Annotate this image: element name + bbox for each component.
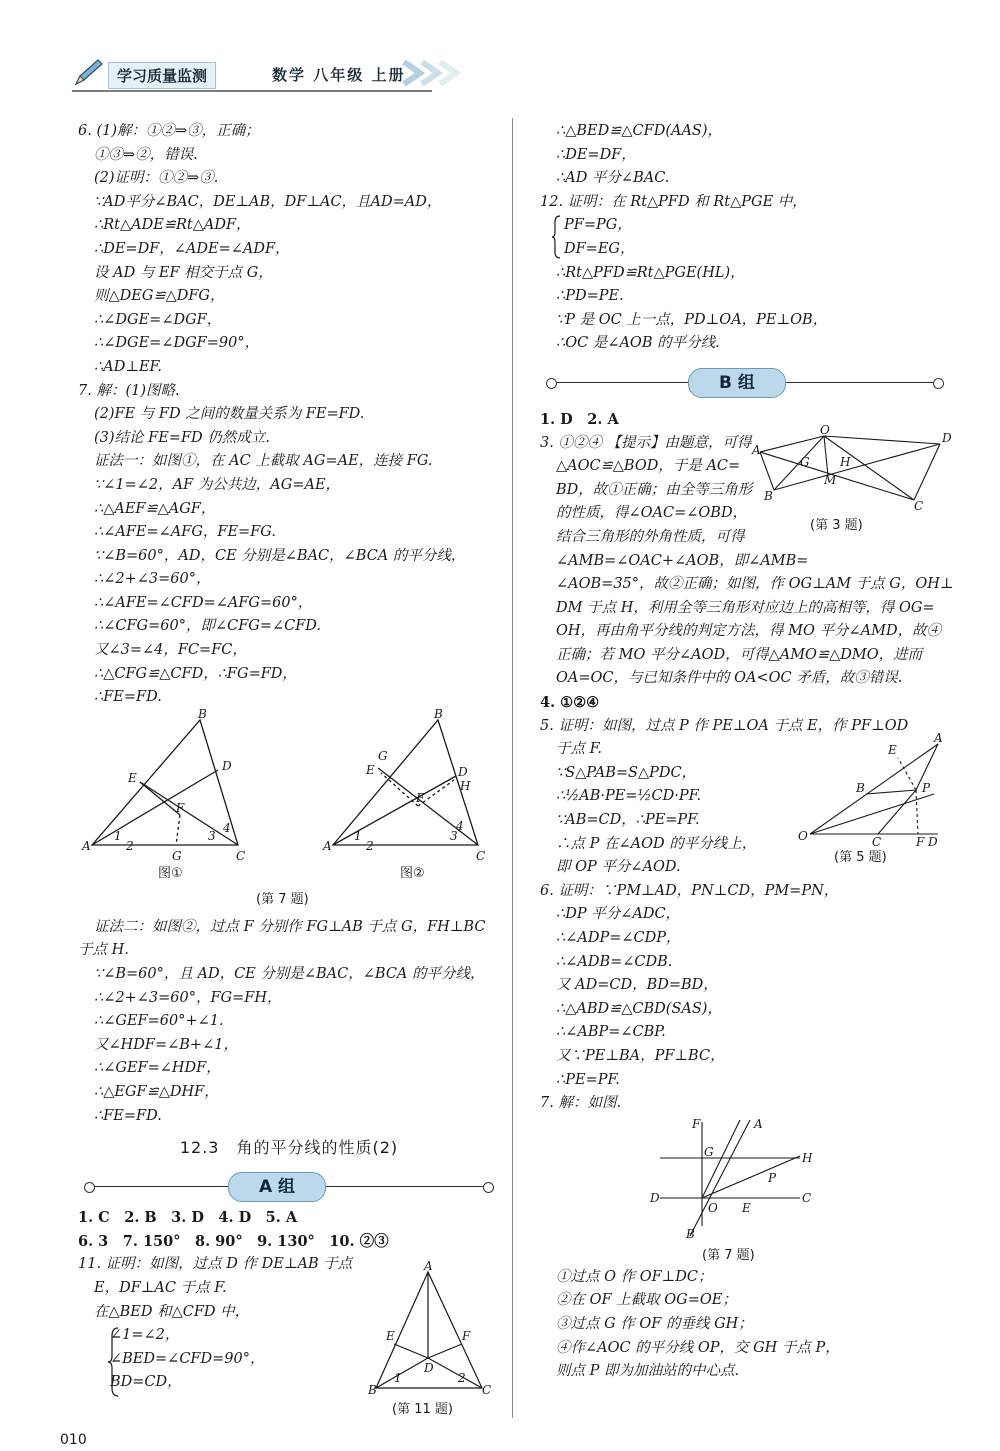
text-line: (2)证明：①②⇒③. bbox=[94, 170, 219, 187]
figure-7b-caption: (第 7 题) bbox=[702, 1247, 755, 1263]
banner-dot bbox=[933, 378, 944, 389]
text-line: ∴PE=PF. bbox=[556, 1071, 620, 1088]
text-line: ∴∠ADB=∠CDB. bbox=[556, 953, 673, 970]
svg-text:D: D bbox=[650, 1190, 660, 1205]
text-line: ∵∠1=∠2，AF 为公共边，AG=AE， bbox=[94, 476, 341, 493]
text-line: 于点 F. bbox=[556, 741, 603, 758]
section-title: 12.3 角的平分线的性质(2) bbox=[179, 1138, 399, 1158]
text-line: 1. C 2. B 3. D 4. D 5. A bbox=[78, 1209, 298, 1227]
text-line: ①③⇒②，错误. bbox=[94, 146, 198, 163]
svg-text:F: F bbox=[692, 1116, 701, 1131]
svg-text:O: O bbox=[708, 1200, 718, 1215]
svg-text:C: C bbox=[914, 498, 924, 513]
svg-text:1: 1 bbox=[114, 828, 122, 843]
text-line: ∴AD 平分∠BAC. bbox=[556, 170, 670, 187]
text-line: ∴△AEF≌△AGF， bbox=[94, 500, 216, 517]
text-line: ∴∠DGE=∠DGF=90°， bbox=[94, 335, 260, 352]
group-b-banner bbox=[540, 364, 950, 402]
figure-7-caption: (第 7 题) bbox=[256, 891, 309, 907]
text-line: ∴OC 是∠AOB 的平分线. bbox=[556, 335, 720, 352]
text-line: 7. 解：如图. bbox=[540, 1095, 622, 1112]
svg-text:D: D bbox=[458, 764, 468, 779]
svg-text:4: 4 bbox=[223, 820, 231, 835]
svg-text:G: G bbox=[800, 454, 810, 469]
brace-icon bbox=[552, 214, 562, 260]
group-b-answers bbox=[540, 408, 954, 1116]
svg-text:A: A bbox=[424, 1259, 433, 1274]
text-line: E，DF⊥AC 于点 F. bbox=[94, 1279, 227, 1296]
svg-text:D: D bbox=[222, 758, 232, 773]
text-line: ∴∠AFE=∠CFD=∠AFG=60°， bbox=[94, 594, 313, 611]
figure-5-svg bbox=[798, 730, 948, 849]
text-line: 3. ①②④ 【提示】由题意，可得 bbox=[540, 434, 752, 451]
banner-dot bbox=[84, 1182, 95, 1193]
svg-text:3: 3 bbox=[208, 828, 216, 843]
text-line: ∴△EGF≌△DHF， bbox=[94, 1084, 219, 1100]
text-line: 的性质，得∠OAC=∠OBD， bbox=[556, 505, 748, 522]
header-subtitle: 数学 八年级 上册 bbox=[272, 66, 406, 84]
svg-text:B: B bbox=[198, 706, 207, 721]
text-line: 6. 证明：∵PM⊥AD，PN⊥CD，PM=PN， bbox=[540, 882, 839, 899]
text-line: 正确；若 MO 平分∠AOD，可得△AMO≌△DMO，进而 bbox=[556, 646, 923, 663]
svg-text:D: D bbox=[928, 834, 938, 849]
text-line: ∵∠B=60°，且 AD，CE 分别是∠BAC，∠BCA 的平分线， bbox=[94, 966, 485, 983]
text-line: ∴∠CFG=60°，即∠CFG=∠CFD. bbox=[94, 618, 322, 635]
text-line: ∠BED=∠CFD=90°， bbox=[110, 1350, 265, 1367]
figure-11 bbox=[368, 1259, 498, 1418]
text-line: DM 于点 H，利用全等三角形对应边上的高相等，得 OG= bbox=[556, 599, 935, 616]
text-line: ∴DP 平分∠ADC， bbox=[556, 906, 681, 923]
svg-text:A: A bbox=[754, 1116, 763, 1131]
text-line: ∴∠GEF=60°+∠1. bbox=[94, 1013, 224, 1030]
text-line: BD，故①正确；由全等三角形 bbox=[556, 481, 753, 498]
text-line: 于点 H. bbox=[78, 942, 129, 959]
svg-text:A: A bbox=[82, 838, 91, 853]
figure-5-caption: (第 5 题) bbox=[834, 849, 887, 865]
right-column bbox=[540, 120, 954, 1384]
text-line: ∴PD=PE. bbox=[556, 288, 624, 305]
text-line: ∴∠2+∠3=60°， bbox=[94, 571, 211, 588]
svg-text:4: 4 bbox=[456, 818, 464, 833]
text-line: 则点 P 即为加油站的中心点. bbox=[556, 1363, 740, 1380]
svg-text:G: G bbox=[378, 748, 388, 763]
svg-text:F: F bbox=[176, 800, 185, 815]
svg-text:C: C bbox=[476, 848, 486, 863]
svg-text:A: A bbox=[752, 442, 761, 457]
text-line: ∠1=∠2， bbox=[110, 1327, 180, 1344]
text-line: ∵∠B=60°，AD，CE 分别是∠BAC，∠BCA 的平分线， bbox=[94, 547, 466, 564]
q7-steps bbox=[540, 1266, 950, 1384]
svg-text:3: 3 bbox=[450, 828, 458, 843]
figure-3-caption: (第 3 题) bbox=[810, 517, 863, 533]
text-line: ∴DE=DF，∠ADE=∠ADF， bbox=[94, 240, 290, 257]
figure-11-svg bbox=[368, 1259, 498, 1398]
text-line: ∴DE=DF， bbox=[556, 146, 636, 163]
text-line: 6. (1)解：①②⇒③，正确； bbox=[78, 123, 260, 139]
svg-text:D: D bbox=[942, 430, 952, 445]
text-line: ∠AOB=35°，故②正确；如图，作 OG⊥AM 于点 G，OH⊥ bbox=[556, 576, 954, 593]
figure-11-caption: (第 11 题) bbox=[392, 1402, 453, 1418]
text-line: ∵AD平分∠BAC，DE⊥AB，DF⊥AC，且AD=AD， bbox=[94, 193, 442, 210]
svg-text:G: G bbox=[704, 1144, 714, 1159]
svg-text:C: C bbox=[802, 1190, 812, 1205]
svg-text:M: M bbox=[824, 472, 837, 487]
svg-text:E: E bbox=[742, 1200, 751, 1215]
text-line: ∴∠AFE=∠AFG，FE=FG. bbox=[94, 524, 276, 541]
svg-text:1: 1 bbox=[354, 828, 362, 843]
text-line: ∴∠ABP=∠CBP. bbox=[556, 1024, 666, 1041]
svg-text:O: O bbox=[820, 422, 830, 437]
text-line: 6. 3 7. 150° 8. 90° 9. 130° 10. ②③ bbox=[78, 1232, 389, 1250]
text-line: 即 OP 平分∠AOD. bbox=[556, 859, 681, 876]
column-divider bbox=[512, 118, 513, 1418]
svg-text:C: C bbox=[872, 834, 882, 849]
text-line: (2)FE 与 FD 之间的数量关系为 FE=FD. bbox=[94, 406, 365, 423]
header-title: 学习质量监测 bbox=[108, 62, 216, 89]
group-b-label: B 组 bbox=[688, 368, 786, 398]
text-line: 4. ①②④ bbox=[540, 694, 600, 712]
text-line: 设 AD 与 EF 相交于点 G， bbox=[94, 264, 273, 281]
svg-text:2: 2 bbox=[366, 838, 374, 853]
page-header bbox=[72, 58, 472, 90]
text-line: ∴△BED≌△CFD(AAS)， bbox=[556, 123, 723, 139]
text-line: 证法一：如图①，在 AC 上截取 AG=AE，连接 FG. bbox=[94, 453, 433, 470]
text-line: ①过点 O 作 OF⊥DC； bbox=[556, 1268, 713, 1285]
svg-text:C: C bbox=[482, 1383, 492, 1398]
page-number: 010 bbox=[60, 1432, 87, 1448]
text-line: ③过点 G 作 OF 的垂线 GH； bbox=[556, 1315, 753, 1332]
text-line: ∴∠2+∠3=60°，FG=FH， bbox=[94, 989, 282, 1006]
figure-7b-svg bbox=[650, 1116, 830, 1242]
text-line: ∴AD⊥EF. bbox=[94, 358, 162, 375]
text-line: ∴△ABD≌△CBD(SAS)， bbox=[556, 1000, 722, 1017]
text-line: ∴Rt△ADE≌Rt△ADF， bbox=[94, 217, 251, 234]
pencil-icon bbox=[72, 58, 106, 88]
text-line: 结合三角形的外角性质，可得 bbox=[556, 528, 745, 545]
text-line: OA=OC，与已知条件中的 OA<OC 矛盾，故③错误. bbox=[556, 670, 903, 687]
text-line: ∵P 是 OC 上一点，PD⊥OA，PE⊥OB， bbox=[556, 311, 828, 328]
text-line: 又∵PE⊥BA，PF⊥BC， bbox=[556, 1047, 725, 1064]
svg-text:A: A bbox=[323, 838, 332, 853]
text-line: 证法二：如图②，过点 F 分别作 FG⊥AB 于点 G，FH⊥BC bbox=[94, 918, 486, 935]
svg-text:H: H bbox=[802, 1150, 813, 1165]
banner-dot bbox=[546, 378, 557, 389]
svg-text:B: B bbox=[856, 780, 865, 795]
svg-text:G: G bbox=[172, 848, 182, 863]
svg-text:B: B bbox=[434, 706, 443, 721]
svg-text:E: E bbox=[366, 762, 375, 777]
banner-dot bbox=[483, 1182, 494, 1193]
figure-5 bbox=[798, 730, 948, 865]
svg-text:E: E bbox=[888, 742, 897, 757]
text-line: 则△DEG≌△DFG， bbox=[94, 288, 225, 305]
svg-text:E: E bbox=[386, 1329, 395, 1344]
text-line: 7. 解：(1)图略. bbox=[78, 382, 180, 399]
figure-7 bbox=[78, 706, 500, 916]
q11-q12-solution bbox=[540, 120, 950, 356]
svg-text:H: H bbox=[840, 454, 851, 469]
figure-3-svg bbox=[752, 422, 954, 513]
text-line: OH，再由角平分线的判定方法，得 MO 平分∠AMD，故④ bbox=[556, 623, 942, 640]
figure-3 bbox=[752, 422, 954, 533]
text-line: 在△BED 和△CFD 中， bbox=[94, 1303, 250, 1320]
text-line: 12. 证明：在 Rt△PFD 和 Rt△PGE 中， bbox=[540, 193, 807, 210]
text-line: 又∠3=∠4，FC=FC， bbox=[94, 642, 247, 659]
group-a-label: A 组 bbox=[228, 1172, 326, 1202]
svg-text:B: B bbox=[764, 488, 773, 503]
text-line: ∴FE=FD. bbox=[94, 1107, 162, 1124]
svg-text:F: F bbox=[462, 1329, 471, 1344]
svg-text:B: B bbox=[368, 1383, 377, 1398]
text-line: 5. 证明：如图，过点 P 作 PE⊥OA 于点 E，作 PF⊥OD bbox=[540, 717, 909, 734]
text-line: ∴∠DGE=∠DGF， bbox=[94, 311, 222, 328]
text-line: (3)结论 FE=FD 仍然成立. bbox=[94, 429, 270, 446]
chevrons-icon bbox=[400, 58, 470, 88]
text-line: ∴½AB·PE=½CD·PF. bbox=[556, 788, 702, 805]
group-a-answers bbox=[78, 1206, 500, 1418]
figure-7-svg bbox=[78, 706, 500, 916]
svg-text:O: O bbox=[798, 828, 808, 843]
text-line: DF=EG， bbox=[564, 240, 635, 257]
group-a-banner bbox=[78, 1168, 500, 1206]
text-line: ∴点 P 在∠AOD 的平分线上， bbox=[556, 835, 757, 852]
svg-text:F: F bbox=[416, 790, 425, 805]
svg-text:2: 2 bbox=[458, 1371, 466, 1386]
text-line: ∵S△PAB=S△PDC， bbox=[556, 764, 697, 781]
text-line: ∴△CFG≌△CFD，∴FG=FD， bbox=[94, 665, 297, 682]
brace-icon bbox=[108, 1326, 120, 1398]
q6-q7-solution bbox=[78, 120, 500, 710]
text-line: 1. D 2. A bbox=[540, 410, 619, 428]
svg-text:P: P bbox=[922, 780, 931, 795]
figure-7-caption-right: 图② bbox=[400, 865, 425, 881]
text-line: BD=CD， bbox=[110, 1374, 182, 1391]
svg-text:C: C bbox=[236, 848, 246, 863]
svg-text:1: 1 bbox=[394, 1371, 402, 1386]
text-line: ∵AB=CD，∴PE=PF. bbox=[556, 812, 700, 829]
text-line: ∴FE=FD. bbox=[94, 689, 162, 706]
figure-7b bbox=[650, 1116, 830, 1266]
text-line: PF=PG， bbox=[564, 217, 632, 234]
left-column bbox=[78, 120, 500, 1418]
text-line: △AOC≌△BOD，于是 AC= bbox=[556, 458, 741, 475]
text-line: ∴∠ADP=∠CDP， bbox=[556, 930, 681, 946]
svg-text:P: P bbox=[768, 1170, 777, 1185]
svg-text:B: B bbox=[686, 1226, 695, 1241]
svg-text:F: F bbox=[916, 834, 925, 849]
text-line: 又∠HDF=∠B+∠1， bbox=[94, 1036, 238, 1053]
svg-text:H: H bbox=[460, 778, 471, 793]
text-line: 又 AD=CD，BD=BD， bbox=[556, 977, 718, 994]
text-line: ④作∠AOC 的平分线 OP，交 GH 于点 P， bbox=[556, 1339, 840, 1356]
text-line: 11. 证明：如图，过点 D 作 DE⊥AB 于点 bbox=[78, 1256, 353, 1273]
svg-text:A: A bbox=[934, 730, 943, 745]
text-line: ∴Rt△PFD≌Rt△PGE(HL)， bbox=[556, 264, 745, 281]
svg-text:E: E bbox=[128, 770, 137, 785]
svg-text:2: 2 bbox=[126, 838, 134, 853]
figure-7-caption-left: 图① bbox=[158, 865, 183, 881]
text-line: ∠AMB=∠OAC+∠AOB，即∠AMB= bbox=[556, 552, 809, 569]
q7-proof-2 bbox=[78, 916, 500, 1128]
text-line: ②在 OF 上截取 OG=OE； bbox=[556, 1292, 737, 1309]
svg-text:D: D bbox=[424, 1361, 434, 1376]
text-line: ∴∠GEF=∠HDF， bbox=[94, 1060, 221, 1077]
